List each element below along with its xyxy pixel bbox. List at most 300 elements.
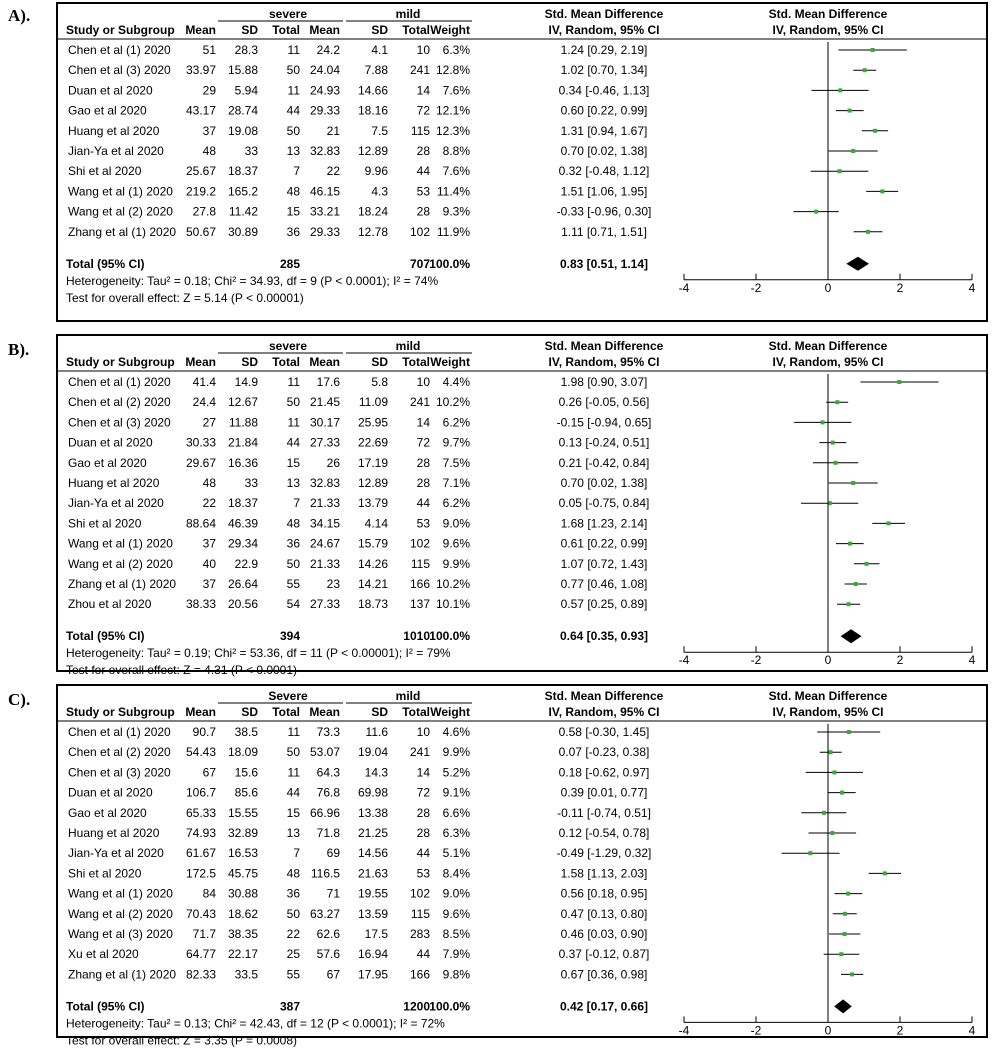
- study-sd1: 33: [244, 476, 258, 490]
- group1-header: Severe: [268, 689, 308, 703]
- study-m1: 65.33: [185, 805, 216, 820]
- study-sd1: 22.9: [234, 556, 258, 571]
- study-n1: 54: [286, 597, 300, 612]
- column-header: Mean: [309, 23, 340, 37]
- study-sd1: 30.89: [227, 224, 258, 239]
- study-sd2: 17.5: [364, 927, 388, 941]
- total-n1: 394: [279, 629, 300, 644]
- study-sd2: 12.89: [357, 144, 388, 158]
- study-m2: 71: [326, 886, 340, 901]
- study-sd2: 69.98: [357, 785, 388, 800]
- study-m2: 29.33: [309, 103, 340, 118]
- x-tick-label: 2: [896, 1023, 904, 1038]
- study-weight: 9.0%: [442, 886, 470, 901]
- study-n2: 283: [409, 927, 430, 941]
- study-n2: 241: [409, 395, 430, 410]
- study-weight: 6.3%: [442, 826, 470, 840]
- study-weight: 9.0%: [442, 516, 470, 531]
- study-n1: 55: [286, 577, 300, 591]
- study-n1: 48: [286, 516, 300, 531]
- study-n1: 7: [293, 164, 300, 179]
- study-point: [847, 602, 851, 606]
- study-name: Wang et al (2) 2020: [68, 556, 173, 571]
- study-n1: 11: [287, 83, 300, 98]
- study-effect-ci: 0.18 [-0.62, 0.97]: [558, 765, 650, 780]
- study-name: Zhang et al (1) 2020: [68, 967, 177, 982]
- study-sd2: 25.95: [357, 415, 388, 430]
- study-m1: 71.7: [192, 927, 216, 941]
- study-weight: 7.5%: [442, 455, 470, 470]
- study-sd2: 14.26: [357, 556, 388, 571]
- study-n1: 36: [286, 224, 300, 239]
- column-header: Mean: [185, 23, 216, 37]
- study-n2: 115: [410, 906, 430, 921]
- study-weight: 6.2%: [442, 496, 470, 511]
- study-effect-ci: 1.07 [0.72, 1.43]: [560, 556, 648, 571]
- study-m2: 27.33: [309, 597, 340, 612]
- study-m2: 57.6: [316, 947, 340, 962]
- study-n1: 15: [286, 805, 300, 820]
- study-point: [848, 109, 852, 113]
- plot-header: Std. Mean Difference: [768, 7, 888, 21]
- study-sd2: 19.04: [357, 745, 388, 760]
- study-m2: 26: [326, 455, 340, 470]
- forest-plot-c: [58, 686, 986, 1048]
- study-point: [871, 48, 875, 52]
- study-m1: 84: [202, 886, 216, 901]
- study-name: Gao et al 2020: [68, 455, 147, 470]
- study-m1: 82.33: [185, 967, 216, 982]
- study-effect-ci: 1.51 [1.06, 1.95]: [560, 184, 648, 199]
- study-point: [843, 932, 847, 936]
- study-m2: 63.27: [309, 906, 340, 921]
- study-m2: 53.07: [309, 745, 340, 760]
- study-point: [840, 791, 844, 795]
- x-tick-label: -4: [678, 1023, 690, 1038]
- x-tick-label: -2: [750, 653, 762, 668]
- panel-label-c: C).: [8, 690, 31, 709]
- study-sd1: 28.3: [234, 43, 258, 57]
- study-sd2: 14.56: [357, 846, 388, 861]
- study-effect-ci: 0.77 [0.46, 1.08]: [560, 577, 648, 591]
- study-point: [883, 871, 887, 875]
- study-n2: 115: [410, 556, 430, 571]
- study-n2: 166: [409, 577, 430, 591]
- effect-size-header: Std. Mean Difference: [544, 689, 664, 703]
- study-sd2: 11.09: [358, 395, 388, 410]
- overall-effect-text: Test for overall effect: Z = 5.14 (P < 0.00001): [66, 290, 304, 305]
- study-n2: 28: [416, 476, 430, 490]
- study-name: Shi et al 2020: [68, 164, 142, 179]
- study-weight: 12.8%: [435, 63, 470, 78]
- overall-effect-text: Test for overall effect: Z = 4.31 (P < 0.0001): [66, 663, 298, 678]
- study-m2: 32.83: [309, 476, 340, 490]
- total-weight: 100.0%: [429, 629, 470, 644]
- column-header: Mean: [185, 705, 216, 719]
- study-name: Jian-Ya et al 2020: [68, 144, 164, 158]
- study-m1: 29.67: [185, 455, 216, 470]
- study-m1: 219.2: [185, 184, 216, 199]
- study-sd2: 5.8: [371, 375, 388, 389]
- study-effect-ci: 0.57 [0.25, 0.89]: [560, 597, 648, 612]
- study-n1: 36: [286, 536, 300, 551]
- study-n2: 10: [416, 375, 430, 389]
- study-sd2: 22.69: [357, 435, 388, 450]
- study-sd1: 165.2: [227, 184, 258, 199]
- study-m2: 24.04: [309, 63, 340, 78]
- study-n2: 44: [416, 496, 430, 511]
- study-n1: 50: [286, 63, 300, 78]
- study-n1: 25: [286, 947, 300, 962]
- study-n1: 7: [293, 496, 300, 511]
- x-tick-label: 4: [968, 280, 976, 295]
- study-m1: 40: [202, 556, 216, 571]
- study-sd1: 18.37: [227, 496, 258, 511]
- study-sd2: 18.16: [357, 103, 388, 118]
- study-sd1: 19.08: [227, 123, 258, 138]
- study-m2: 29.33: [309, 224, 340, 239]
- study-point: [839, 952, 843, 956]
- study-n1: 13: [286, 476, 300, 490]
- study-n1: 11: [287, 43, 300, 57]
- study-sd1: 15.6: [234, 765, 258, 780]
- study-sd2: 14.21: [357, 577, 388, 591]
- study-sd2: 12.78: [357, 224, 388, 239]
- study-point: [848, 542, 852, 546]
- study-sd2: 19.55: [357, 886, 388, 901]
- study-sd1: 11.88: [228, 415, 258, 430]
- column-header-study: Study or Subgroup: [66, 705, 175, 719]
- study-m1: 24.4: [192, 395, 216, 410]
- study-n1: 15: [286, 455, 300, 470]
- column-header: Weight: [430, 705, 470, 719]
- study-sd1: 14.9: [234, 375, 258, 389]
- study-sd2: 21.25: [357, 826, 388, 840]
- study-sd1: 45.75: [227, 866, 258, 881]
- total-label: Total (95% CI): [66, 629, 145, 644]
- study-effect-ci: -0.15 [-0.94, 0.65]: [556, 415, 652, 430]
- study-name: Chen et al (2) 2020: [68, 395, 171, 410]
- study-weight: 9.8%: [442, 967, 470, 982]
- x-tick-label: -2: [750, 1023, 762, 1038]
- column-header: Weight: [430, 23, 470, 37]
- study-effect-ci: 0.70 [0.02, 1.38]: [560, 476, 648, 490]
- study-point: [822, 811, 826, 815]
- study-weight: 9.3%: [442, 204, 470, 219]
- study-effect-ci: 0.13 [-0.24, 0.51]: [558, 435, 650, 450]
- column-header: Total: [402, 23, 430, 37]
- study-weight: 7.9%: [442, 947, 470, 962]
- study-effect-ci: 0.12 [-0.54, 0.78]: [558, 826, 650, 840]
- study-effect-ci: 1.31 [0.94, 1.67]: [560, 123, 648, 138]
- study-name: Duan et al 2020: [68, 435, 153, 450]
- x-tick-label: 0: [824, 280, 832, 295]
- heterogeneity-text: Heterogeneity: Tau² = 0.18; Chi² = 34.93, df = 9 (P < 0.0001); I² = 74%: [66, 273, 439, 288]
- study-n1: 55: [286, 967, 300, 982]
- study-effect-ci: -0.11 [-0.74, 0.51]: [557, 805, 651, 820]
- study-n2: 241: [409, 63, 430, 78]
- study-n1: 50: [286, 123, 300, 138]
- study-n1: 44: [286, 435, 300, 450]
- study-weight: 9.9%: [442, 745, 470, 760]
- study-n1: 48: [286, 866, 300, 881]
- study-sd2: 13.79: [357, 496, 388, 511]
- study-point: [830, 831, 834, 835]
- x-tick-label: 0: [824, 1023, 832, 1038]
- heterogeneity-text: Heterogeneity: Tau² = 0.13; Chi² = 42.43, df = 12 (P < 0.0001); I² = 72%: [66, 1016, 445, 1031]
- study-m2: 64.3: [316, 765, 340, 780]
- study-m1: 29: [202, 83, 216, 98]
- study-name: Huang et al 2020: [68, 476, 160, 490]
- study-m1: 67: [202, 765, 216, 780]
- study-m1: 61.67: [185, 846, 216, 861]
- study-weight: 9.7%: [442, 435, 470, 450]
- study-m1: 41.4: [192, 375, 216, 389]
- study-name: Chen et al (3) 2020: [68, 765, 171, 780]
- study-m1: 37: [202, 123, 216, 138]
- study-sd1: 38.5: [234, 725, 258, 739]
- study-effect-ci: 0.67 [0.36, 0.98]: [560, 967, 648, 982]
- column-header: Total: [402, 705, 430, 719]
- study-n1: 22: [286, 927, 300, 941]
- study-point: [831, 441, 835, 445]
- study-m2: 21.33: [309, 556, 340, 571]
- study-n2: 28: [416, 204, 430, 219]
- study-sd2: 18.73: [357, 597, 388, 612]
- column-header: SD: [241, 23, 258, 37]
- study-name: Zhang et al (1) 2020: [68, 577, 177, 591]
- study-point: [829, 750, 833, 754]
- study-m1: 172.5: [185, 866, 216, 881]
- study-sd2: 13.59: [357, 906, 388, 921]
- study-m1: 50.67: [185, 224, 216, 239]
- study-sd1: 20.56: [227, 597, 258, 612]
- study-n1: 50: [286, 395, 300, 410]
- study-name: Huang et al 2020: [68, 123, 160, 138]
- study-sd2: 12.89: [357, 476, 388, 490]
- study-m1: 88.64: [185, 516, 216, 531]
- study-sd2: 4.3: [371, 184, 388, 199]
- study-sd1: 33.5: [234, 967, 258, 982]
- total-n1: 387: [279, 999, 300, 1014]
- study-n2: 28: [416, 455, 430, 470]
- study-weight: 6.6%: [442, 805, 470, 820]
- x-tick-label: 2: [896, 653, 904, 668]
- study-n1: 48: [286, 184, 300, 199]
- forest-plot-a: [58, 4, 986, 320]
- study-sd1: 16.36: [227, 455, 258, 470]
- study-m1: 64.77: [185, 947, 216, 962]
- study-sd2: 7.5: [371, 123, 388, 138]
- panel-label-a: A).: [8, 6, 31, 25]
- study-effect-ci: 0.47 [0.13, 0.80]: [560, 906, 648, 921]
- column-header: Total: [402, 355, 430, 369]
- study-sd1: 22.17: [227, 947, 258, 962]
- study-name: Zhou et al 2020: [68, 597, 152, 612]
- study-m1: 48: [202, 476, 216, 490]
- study-sd2: 4.14: [364, 516, 388, 531]
- study-effect-ci: 0.26 [-0.05, 0.56]: [558, 395, 650, 410]
- study-n2: 44: [416, 164, 430, 179]
- study-point: [834, 461, 838, 465]
- forest-panel-b: [56, 334, 988, 678]
- study-weight: 7.6%: [442, 164, 470, 179]
- study-weight: 7.1%: [442, 476, 470, 490]
- total-diamond: [846, 257, 869, 271]
- study-n2: 53: [416, 866, 430, 881]
- total-label: Total (95% CI): [66, 999, 145, 1014]
- column-header: SD: [241, 355, 258, 369]
- total-n1: 285: [279, 256, 300, 271]
- plot-subheader: IV, Random, 95% CI: [772, 355, 884, 369]
- study-effect-ci: 0.46 [0.03, 0.90]: [560, 927, 648, 941]
- study-point: [832, 770, 836, 774]
- study-name: Wang et al (1) 2020: [68, 184, 173, 199]
- study-weight: 12.1%: [435, 103, 470, 118]
- study-n1: 11: [287, 765, 300, 780]
- study-sd1: 28.74: [227, 103, 258, 118]
- study-sd1: 38.35: [227, 927, 258, 941]
- study-m2: 17.6: [316, 375, 340, 389]
- study-point: [873, 129, 877, 133]
- x-tick-label: -4: [678, 653, 690, 668]
- study-effect-ci: 0.60 [0.22, 0.99]: [560, 103, 648, 118]
- study-n1: 44: [286, 785, 300, 800]
- study-n2: 28: [416, 144, 430, 158]
- study-point: [850, 972, 854, 976]
- study-sd1: 29.34: [227, 536, 258, 551]
- study-effect-ci: 1.24 [0.29, 2.19]: [560, 43, 648, 57]
- total-n2: 1010: [403, 629, 430, 644]
- study-m2: 46.15: [309, 184, 340, 199]
- study-name: Duan et al 2020: [68, 83, 153, 98]
- study-n2: 10: [416, 725, 430, 739]
- study-n2: 10: [416, 43, 430, 57]
- study-m2: 32.83: [309, 144, 340, 158]
- study-point: [835, 400, 839, 404]
- study-weight: 5.2%: [442, 765, 470, 780]
- study-m1: 22: [202, 496, 216, 511]
- study-m2: 69: [326, 846, 340, 861]
- study-point: [897, 380, 901, 384]
- study-effect-ci: 0.70 [0.02, 1.38]: [560, 144, 648, 158]
- study-sd1: 30.88: [227, 886, 258, 901]
- study-point: [886, 521, 890, 525]
- study-weight: 8.8%: [442, 144, 470, 158]
- total-label: Total (95% CI): [66, 256, 145, 271]
- study-point: [851, 149, 855, 153]
- study-m1: 106.7: [185, 785, 216, 800]
- study-n2: 102: [409, 536, 430, 551]
- study-m1: 70.43: [185, 906, 216, 921]
- study-effect-ci: 0.39 [0.01, 0.77]: [560, 785, 648, 800]
- study-name: Wang et al (1) 2020: [68, 536, 173, 551]
- study-name: Chen et al (3) 2020: [68, 63, 171, 78]
- study-effect-ci: 0.05 [-0.75, 0.84]: [558, 496, 650, 511]
- study-effect-ci: 1.11 [0.71, 1.51]: [561, 224, 647, 239]
- study-m2: 21.45: [309, 395, 340, 410]
- study-n2: 102: [409, 224, 430, 239]
- column-header: Total: [272, 705, 300, 719]
- plot-header: Std. Mean Difference: [768, 689, 888, 703]
- study-n2: 28: [416, 805, 430, 820]
- study-m1: 27.8: [192, 204, 216, 219]
- column-header: SD: [371, 355, 388, 369]
- study-point: [814, 210, 818, 214]
- study-name: Shi et al 2020: [68, 516, 142, 531]
- study-effect-ci: 0.37 [-0.12, 0.87]: [558, 947, 650, 962]
- study-m2: 21: [326, 123, 340, 138]
- study-point: [854, 582, 858, 586]
- study-weight: 12.3%: [435, 123, 470, 138]
- study-sd2: 15.79: [357, 536, 388, 551]
- study-sd1: 18.09: [227, 745, 258, 760]
- study-n1: 50: [286, 906, 300, 921]
- x-tick-label: 4: [968, 653, 976, 668]
- study-n1: 44: [286, 103, 300, 118]
- group2-header: mild: [395, 689, 421, 703]
- forest-panel-a: [56, 2, 988, 322]
- study-weight: 11.9%: [436, 224, 470, 239]
- study-name: Shi et al 2020: [68, 866, 142, 881]
- study-n2: 44: [416, 947, 430, 962]
- group1-header: severe: [268, 7, 308, 21]
- study-point: [843, 912, 847, 916]
- study-sd1: 18.37: [227, 164, 258, 179]
- study-sd2: 7.88: [364, 63, 388, 78]
- forest-plot-b: [58, 336, 986, 678]
- study-weight: 9.9%: [442, 556, 470, 571]
- study-sd2: 9.96: [364, 164, 388, 179]
- study-n1: 50: [286, 745, 300, 760]
- group2-header: mild: [395, 339, 421, 353]
- study-n2: 44: [416, 846, 430, 861]
- study-effect-ci: 0.56 [0.18, 0.95]: [560, 886, 648, 901]
- study-n2: 53: [416, 184, 430, 199]
- study-n1: 11: [287, 375, 300, 389]
- study-n2: 72: [416, 785, 430, 800]
- column-header: SD: [241, 705, 258, 719]
- study-m2: 24.93: [309, 83, 340, 98]
- study-n2: 166: [409, 967, 430, 982]
- study-sd2: 17.95: [357, 967, 388, 982]
- study-n1: 13: [286, 826, 300, 840]
- study-point: [838, 88, 842, 92]
- study-name: Gao et al 2020: [68, 805, 147, 820]
- study-m1: 38.33: [185, 597, 216, 612]
- study-sd2: 14.3: [364, 765, 388, 780]
- study-m2: 71.8: [316, 826, 340, 840]
- study-sd1: 15.55: [227, 805, 258, 820]
- study-n2: 14: [416, 765, 430, 780]
- study-n1: 7: [293, 846, 300, 861]
- study-sd1: 26.64: [227, 577, 258, 591]
- study-m2: 22: [326, 164, 340, 179]
- study-name: Gao et al 2020: [68, 103, 147, 118]
- study-name: Wang et al (2) 2020: [68, 906, 173, 921]
- study-n2: 14: [416, 83, 430, 98]
- column-header: Mean: [309, 355, 340, 369]
- study-m2: 24.67: [309, 536, 340, 551]
- study-weight: 4.4%: [442, 375, 470, 389]
- study-point: [838, 169, 842, 173]
- total-weight: 100.0%: [429, 999, 470, 1014]
- effect-size-header: Std. Mean Difference: [544, 7, 664, 21]
- study-m1: 90.7: [192, 725, 216, 739]
- total-diamond: [841, 629, 862, 643]
- x-tick-label: 2: [896, 280, 904, 295]
- study-name: Chen et al (2) 2020: [68, 745, 171, 760]
